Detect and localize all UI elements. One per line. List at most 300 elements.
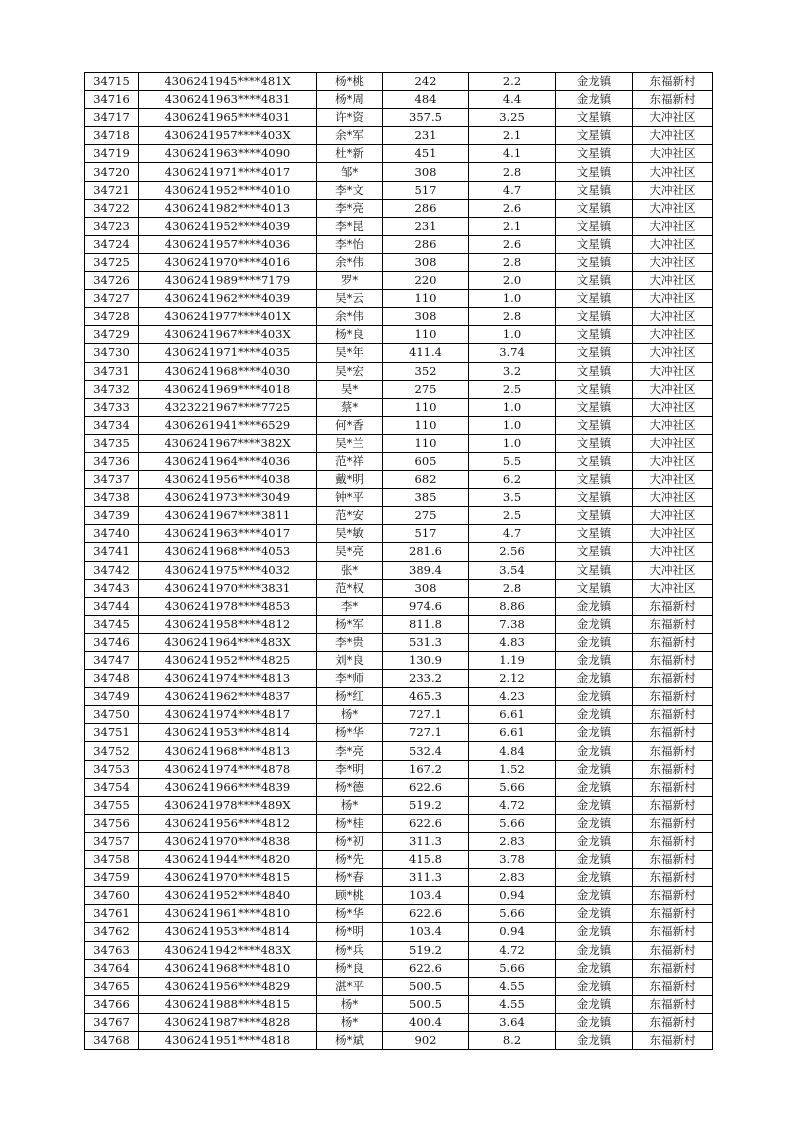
id-number-cell: 4306241982****4013 bbox=[139, 199, 317, 217]
amount-cell: 451 bbox=[383, 145, 469, 163]
quantity-cell: 3.78 bbox=[469, 851, 556, 869]
amount-cell: 389.4 bbox=[383, 561, 469, 579]
person-name-cell: 张* bbox=[317, 561, 383, 579]
quantity-cell: 1.0 bbox=[469, 434, 556, 452]
id-number-cell: 4306241957****403X bbox=[139, 127, 317, 145]
row-number-cell: 34758 bbox=[85, 851, 139, 869]
id-number-cell: 4306241952****4039 bbox=[139, 217, 317, 235]
person-name-cell: 吴*兰 bbox=[317, 434, 383, 452]
id-number-cell: 4306241967****382X bbox=[139, 434, 317, 452]
amount-cell: 130.9 bbox=[383, 652, 469, 670]
amount-cell: 532.4 bbox=[383, 742, 469, 760]
row-number-cell: 34719 bbox=[85, 145, 139, 163]
amount-cell: 103.4 bbox=[383, 923, 469, 941]
person-name-cell: 杨*红 bbox=[317, 688, 383, 706]
village-cell: 东福新村 bbox=[633, 832, 713, 850]
person-name-cell: 何*香 bbox=[317, 416, 383, 434]
id-number-cell: 4306241974****4813 bbox=[139, 670, 317, 688]
village-cell: 东福新村 bbox=[633, 941, 713, 959]
person-name-cell: 许*资 bbox=[317, 109, 383, 127]
amount-cell: 385 bbox=[383, 489, 469, 507]
quantity-cell: 2.8 bbox=[469, 579, 556, 597]
table-row bbox=[85, 109, 713, 127]
person-name-cell: 杨*良 bbox=[317, 959, 383, 977]
village-cell: 大冲社区 bbox=[633, 272, 713, 290]
quantity-cell: 2.83 bbox=[469, 832, 556, 850]
id-number-cell: 4306241953****4814 bbox=[139, 724, 317, 742]
row-number-cell: 34737 bbox=[85, 471, 139, 489]
village-cell: 大冲社区 bbox=[633, 489, 713, 507]
person-name-cell: 余*伟 bbox=[317, 253, 383, 271]
quantity-cell: 1.0 bbox=[469, 398, 556, 416]
village-cell: 东福新村 bbox=[633, 73, 713, 91]
village-cell: 东福新村 bbox=[633, 905, 713, 923]
table-row bbox=[85, 597, 713, 615]
town-cell: 文星镇 bbox=[556, 362, 633, 380]
table-row bbox=[85, 579, 713, 597]
person-name-cell: 吴*亮 bbox=[317, 543, 383, 561]
amount-cell: 311.3 bbox=[383, 869, 469, 887]
id-number-cell: 4306241975****4032 bbox=[139, 561, 317, 579]
village-cell: 大冲社区 bbox=[633, 163, 713, 181]
row-number-cell: 34757 bbox=[85, 832, 139, 850]
person-name-cell: 杨*华 bbox=[317, 724, 383, 742]
person-name-cell: 余*伟 bbox=[317, 308, 383, 326]
person-name-cell: 杨*华 bbox=[317, 905, 383, 923]
amount-cell: 811.8 bbox=[383, 615, 469, 633]
person-name-cell: 戴*明 bbox=[317, 471, 383, 489]
amount-cell: 110 bbox=[383, 416, 469, 434]
amount-cell: 622.6 bbox=[383, 814, 469, 832]
village-cell: 大冲社区 bbox=[633, 398, 713, 416]
amount-cell: 517 bbox=[383, 181, 469, 199]
row-number-cell: 34717 bbox=[85, 109, 139, 127]
town-cell: 文星镇 bbox=[556, 525, 633, 543]
records-table bbox=[84, 72, 713, 1050]
row-number-cell: 34756 bbox=[85, 814, 139, 832]
table-row bbox=[85, 362, 713, 380]
town-cell: 文星镇 bbox=[556, 199, 633, 217]
id-number-cell: 4306241964****483X bbox=[139, 633, 317, 651]
town-cell: 金龙镇 bbox=[556, 959, 633, 977]
row-number-cell: 34736 bbox=[85, 452, 139, 470]
table-row bbox=[85, 199, 713, 217]
amount-cell: 242 bbox=[383, 73, 469, 91]
quantity-cell: 5.66 bbox=[469, 905, 556, 923]
quantity-cell: 3.64 bbox=[469, 1013, 556, 1031]
village-cell: 东福新村 bbox=[633, 1013, 713, 1031]
village-cell: 大冲社区 bbox=[633, 217, 713, 235]
quantity-cell: 3.2 bbox=[469, 362, 556, 380]
row-number-cell: 34755 bbox=[85, 796, 139, 814]
quantity-cell: 5.66 bbox=[469, 814, 556, 832]
id-number-cell: 4306241978****4853 bbox=[139, 597, 317, 615]
table-row bbox=[85, 706, 713, 724]
person-name-cell: 顾*桃 bbox=[317, 887, 383, 905]
table-row bbox=[85, 471, 713, 489]
village-cell: 东福新村 bbox=[633, 869, 713, 887]
amount-cell: 605 bbox=[383, 452, 469, 470]
id-number-cell: 4306241977****401X bbox=[139, 308, 317, 326]
village-cell: 东福新村 bbox=[633, 923, 713, 941]
amount-cell: 275 bbox=[383, 380, 469, 398]
village-cell: 东福新村 bbox=[633, 670, 713, 688]
table-row bbox=[85, 217, 713, 235]
town-cell: 金龙镇 bbox=[556, 869, 633, 887]
row-number-cell: 34768 bbox=[85, 1031, 139, 1049]
amount-cell: 400.4 bbox=[383, 1013, 469, 1031]
amount-cell: 622.6 bbox=[383, 905, 469, 923]
id-number-cell: 4306241987****4828 bbox=[139, 1013, 317, 1031]
row-number-cell: 34765 bbox=[85, 977, 139, 995]
row-number-cell: 34743 bbox=[85, 579, 139, 597]
row-number-cell: 34745 bbox=[85, 615, 139, 633]
row-number-cell: 34766 bbox=[85, 995, 139, 1013]
town-cell: 文星镇 bbox=[556, 235, 633, 253]
row-number-cell: 34751 bbox=[85, 724, 139, 742]
amount-cell: 352 bbox=[383, 362, 469, 380]
town-cell: 金龙镇 bbox=[556, 724, 633, 742]
town-cell: 文星镇 bbox=[556, 344, 633, 362]
amount-cell: 622.6 bbox=[383, 959, 469, 977]
table-row bbox=[85, 615, 713, 633]
table-row bbox=[85, 416, 713, 434]
quantity-cell: 2.8 bbox=[469, 163, 556, 181]
town-cell: 金龙镇 bbox=[556, 670, 633, 688]
village-cell: 东福新村 bbox=[633, 91, 713, 109]
amount-cell: 902 bbox=[383, 1031, 469, 1049]
row-number-cell: 34715 bbox=[85, 73, 139, 91]
town-cell: 金龙镇 bbox=[556, 633, 633, 651]
table-row bbox=[85, 977, 713, 995]
row-number-cell: 34735 bbox=[85, 434, 139, 452]
row-number-cell: 34754 bbox=[85, 778, 139, 796]
quantity-cell: 2.5 bbox=[469, 507, 556, 525]
quantity-cell: 6.61 bbox=[469, 724, 556, 742]
town-cell: 金龙镇 bbox=[556, 706, 633, 724]
village-cell: 东福新村 bbox=[633, 959, 713, 977]
id-number-cell: 4306241963****4831 bbox=[139, 91, 317, 109]
table-row bbox=[85, 688, 713, 706]
row-number-cell: 34747 bbox=[85, 652, 139, 670]
village-cell: 东福新村 bbox=[633, 995, 713, 1013]
amount-cell: 308 bbox=[383, 163, 469, 181]
town-cell: 文星镇 bbox=[556, 398, 633, 416]
table-row bbox=[85, 326, 713, 344]
id-number-cell: 4306241978****489X bbox=[139, 796, 317, 814]
town-cell: 金龙镇 bbox=[556, 91, 633, 109]
id-number-cell: 4306241970****4815 bbox=[139, 869, 317, 887]
amount-cell: 484 bbox=[383, 91, 469, 109]
village-cell: 东福新村 bbox=[633, 688, 713, 706]
quantity-cell: 2.8 bbox=[469, 253, 556, 271]
table-row bbox=[85, 832, 713, 850]
town-cell: 文星镇 bbox=[556, 434, 633, 452]
amount-cell: 281.6 bbox=[383, 543, 469, 561]
table-row bbox=[85, 887, 713, 905]
quantity-cell: 4.7 bbox=[469, 181, 556, 199]
village-cell: 大冲社区 bbox=[633, 507, 713, 525]
amount-cell: 519.2 bbox=[383, 941, 469, 959]
town-cell: 金龙镇 bbox=[556, 977, 633, 995]
id-number-cell: 4306241974****4878 bbox=[139, 760, 317, 778]
village-cell: 东福新村 bbox=[633, 652, 713, 670]
id-number-cell: 4306241963****4090 bbox=[139, 145, 317, 163]
row-number-cell: 34739 bbox=[85, 507, 139, 525]
town-cell: 金龙镇 bbox=[556, 688, 633, 706]
town-cell: 金龙镇 bbox=[556, 995, 633, 1013]
person-name-cell: 杨*军 bbox=[317, 615, 383, 633]
town-cell: 文星镇 bbox=[556, 308, 633, 326]
table-row bbox=[85, 869, 713, 887]
town-cell: 金龙镇 bbox=[556, 73, 633, 91]
person-name-cell: 杨* bbox=[317, 995, 383, 1013]
row-number-cell: 34767 bbox=[85, 1013, 139, 1031]
quantity-cell: 3.5 bbox=[469, 489, 556, 507]
table-row bbox=[85, 434, 713, 452]
village-cell: 大冲社区 bbox=[633, 543, 713, 561]
table-row bbox=[85, 995, 713, 1013]
person-name-cell: 杨* bbox=[317, 706, 383, 724]
person-name-cell: 杨*先 bbox=[317, 851, 383, 869]
amount-cell: 727.1 bbox=[383, 724, 469, 742]
id-number-cell: 4306241970****4838 bbox=[139, 832, 317, 850]
town-cell: 金龙镇 bbox=[556, 905, 633, 923]
row-number-cell: 34753 bbox=[85, 760, 139, 778]
quantity-cell: 3.74 bbox=[469, 344, 556, 362]
town-cell: 文星镇 bbox=[556, 181, 633, 199]
quantity-cell: 1.0 bbox=[469, 416, 556, 434]
row-number-cell: 34732 bbox=[85, 380, 139, 398]
person-name-cell: 余*军 bbox=[317, 127, 383, 145]
person-name-cell: 李*明 bbox=[317, 760, 383, 778]
amount-cell: 220 bbox=[383, 272, 469, 290]
table-row bbox=[85, 959, 713, 977]
id-number-cell: 4306241958****4812 bbox=[139, 615, 317, 633]
amount-cell: 167.2 bbox=[383, 760, 469, 778]
town-cell: 金龙镇 bbox=[556, 778, 633, 796]
quantity-cell: 4.83 bbox=[469, 633, 556, 651]
id-number-cell: 4306241968****4030 bbox=[139, 362, 317, 380]
id-number-cell: 4306241952****4825 bbox=[139, 652, 317, 670]
id-number-cell: 4306261941****6529 bbox=[139, 416, 317, 434]
town-cell: 文星镇 bbox=[556, 380, 633, 398]
row-number-cell: 34729 bbox=[85, 326, 139, 344]
quantity-cell: 2.56 bbox=[469, 543, 556, 561]
id-number-cell: 4306241956****4812 bbox=[139, 814, 317, 832]
village-cell: 大冲社区 bbox=[633, 344, 713, 362]
person-name-cell: 邹* bbox=[317, 163, 383, 181]
person-name-cell: 杨*德 bbox=[317, 778, 383, 796]
amount-cell: 465.3 bbox=[383, 688, 469, 706]
row-number-cell: 34734 bbox=[85, 416, 139, 434]
id-number-cell: 4306241964****4036 bbox=[139, 452, 317, 470]
person-name-cell: 杨*桂 bbox=[317, 814, 383, 832]
table-row bbox=[85, 253, 713, 271]
id-number-cell: 4306241945****481X bbox=[139, 73, 317, 91]
row-number-cell: 34748 bbox=[85, 670, 139, 688]
town-cell: 文星镇 bbox=[556, 272, 633, 290]
person-name-cell: 杨* bbox=[317, 1013, 383, 1031]
person-name-cell: 刘*良 bbox=[317, 652, 383, 670]
quantity-cell: 6.61 bbox=[469, 706, 556, 724]
town-cell: 文星镇 bbox=[556, 579, 633, 597]
row-number-cell: 34741 bbox=[85, 543, 139, 561]
amount-cell: 974.6 bbox=[383, 597, 469, 615]
town-cell: 文星镇 bbox=[556, 290, 633, 308]
table-row bbox=[85, 163, 713, 181]
row-number-cell: 34742 bbox=[85, 561, 139, 579]
quantity-cell: 4.23 bbox=[469, 688, 556, 706]
id-number-cell: 4306241988****4815 bbox=[139, 995, 317, 1013]
village-cell: 东福新村 bbox=[633, 760, 713, 778]
row-number-cell: 34738 bbox=[85, 489, 139, 507]
table-row bbox=[85, 543, 713, 561]
amount-cell: 517 bbox=[383, 525, 469, 543]
quantity-cell: 2.0 bbox=[469, 272, 556, 290]
town-cell: 金龙镇 bbox=[556, 1013, 633, 1031]
amount-cell: 103.4 bbox=[383, 887, 469, 905]
id-number-cell: 4306241971****4035 bbox=[139, 344, 317, 362]
table-row bbox=[85, 272, 713, 290]
village-cell: 大冲社区 bbox=[633, 471, 713, 489]
id-number-cell: 4306241957****4036 bbox=[139, 235, 317, 253]
town-cell: 金龙镇 bbox=[556, 1031, 633, 1049]
row-number-cell: 34730 bbox=[85, 344, 139, 362]
town-cell: 文星镇 bbox=[556, 452, 633, 470]
amount-cell: 727.1 bbox=[383, 706, 469, 724]
row-number-cell: 34728 bbox=[85, 308, 139, 326]
table-row bbox=[85, 814, 713, 832]
town-cell: 文星镇 bbox=[556, 253, 633, 271]
amount-cell: 531.3 bbox=[383, 633, 469, 651]
village-cell: 大冲社区 bbox=[633, 326, 713, 344]
table-row bbox=[85, 796, 713, 814]
village-cell: 大冲社区 bbox=[633, 380, 713, 398]
quantity-cell: 2.12 bbox=[469, 670, 556, 688]
id-number-cell: 4306241952****4010 bbox=[139, 181, 317, 199]
town-cell: 金龙镇 bbox=[556, 887, 633, 905]
row-number-cell: 34718 bbox=[85, 127, 139, 145]
person-name-cell: 杨*良 bbox=[317, 326, 383, 344]
amount-cell: 411.4 bbox=[383, 344, 469, 362]
person-name-cell: 李*贵 bbox=[317, 633, 383, 651]
person-name-cell: 范*祥 bbox=[317, 452, 383, 470]
table-row bbox=[85, 652, 713, 670]
town-cell: 文星镇 bbox=[556, 145, 633, 163]
village-cell: 东福新村 bbox=[633, 615, 713, 633]
quantity-cell: 8.86 bbox=[469, 597, 556, 615]
amount-cell: 308 bbox=[383, 253, 469, 271]
id-number-cell: 4306241942****483X bbox=[139, 941, 317, 959]
amount-cell: 275 bbox=[383, 507, 469, 525]
town-cell: 金龙镇 bbox=[556, 832, 633, 850]
village-cell: 东福新村 bbox=[633, 742, 713, 760]
id-number-cell: 4306241953****4814 bbox=[139, 923, 317, 941]
quantity-cell: 4.4 bbox=[469, 91, 556, 109]
quantity-cell: 3.25 bbox=[469, 109, 556, 127]
quantity-cell: 5.66 bbox=[469, 959, 556, 977]
table-row bbox=[85, 941, 713, 959]
id-number-cell: 4306241967****403X bbox=[139, 326, 317, 344]
village-cell: 大冲社区 bbox=[633, 362, 713, 380]
amount-cell: 110 bbox=[383, 434, 469, 452]
row-number-cell: 34724 bbox=[85, 235, 139, 253]
town-cell: 金龙镇 bbox=[556, 796, 633, 814]
table-row bbox=[85, 851, 713, 869]
person-name-cell: 杜*新 bbox=[317, 145, 383, 163]
town-cell: 文星镇 bbox=[556, 561, 633, 579]
row-number-cell: 34750 bbox=[85, 706, 139, 724]
village-cell: 大冲社区 bbox=[633, 235, 713, 253]
id-number-cell: 4306241968****4053 bbox=[139, 543, 317, 561]
village-cell: 东福新村 bbox=[633, 796, 713, 814]
id-number-cell: 4306241974****4817 bbox=[139, 706, 317, 724]
town-cell: 文星镇 bbox=[556, 489, 633, 507]
person-name-cell: 吴*年 bbox=[317, 344, 383, 362]
amount-cell: 308 bbox=[383, 579, 469, 597]
amount-cell: 233.2 bbox=[383, 670, 469, 688]
amount-cell: 311.3 bbox=[383, 832, 469, 850]
person-name-cell: 李*怡 bbox=[317, 235, 383, 253]
id-number-cell: 4306241944****4820 bbox=[139, 851, 317, 869]
village-cell: 东福新村 bbox=[633, 778, 713, 796]
id-number-cell: 4306241966****4839 bbox=[139, 778, 317, 796]
village-cell: 大冲社区 bbox=[633, 145, 713, 163]
table-row bbox=[85, 561, 713, 579]
person-name-cell: 杨*兵 bbox=[317, 941, 383, 959]
id-number-cell: 4306241952****4840 bbox=[139, 887, 317, 905]
quantity-cell: 4.72 bbox=[469, 941, 556, 959]
village-cell: 大冲社区 bbox=[633, 452, 713, 470]
table-row bbox=[85, 1013, 713, 1031]
quantity-cell: 3.54 bbox=[469, 561, 556, 579]
town-cell: 金龙镇 bbox=[556, 760, 633, 778]
id-number-cell: 4306241967****3811 bbox=[139, 507, 317, 525]
table-row bbox=[85, 905, 713, 923]
town-cell: 文星镇 bbox=[556, 127, 633, 145]
id-number-cell: 4306241956****4829 bbox=[139, 977, 317, 995]
person-name-cell: 范*权 bbox=[317, 579, 383, 597]
amount-cell: 286 bbox=[383, 235, 469, 253]
table-row bbox=[85, 633, 713, 651]
quantity-cell: 7.38 bbox=[469, 615, 556, 633]
town-cell: 金龙镇 bbox=[556, 851, 633, 869]
amount-cell: 110 bbox=[383, 326, 469, 344]
village-cell: 大冲社区 bbox=[633, 308, 713, 326]
town-cell: 文星镇 bbox=[556, 217, 633, 235]
village-cell: 东福新村 bbox=[633, 887, 713, 905]
row-number-cell: 34762 bbox=[85, 923, 139, 941]
id-number-cell: 4306241971****4017 bbox=[139, 163, 317, 181]
table-row bbox=[85, 778, 713, 796]
row-number-cell: 34720 bbox=[85, 163, 139, 181]
person-name-cell: 罗* bbox=[317, 272, 383, 290]
quantity-cell: 8.2 bbox=[469, 1031, 556, 1049]
town-cell: 金龙镇 bbox=[556, 652, 633, 670]
person-name-cell: 吴*云 bbox=[317, 290, 383, 308]
quantity-cell: 1.0 bbox=[469, 290, 556, 308]
village-cell: 东福新村 bbox=[633, 597, 713, 615]
town-cell: 金龙镇 bbox=[556, 597, 633, 615]
village-cell: 大冲社区 bbox=[633, 290, 713, 308]
town-cell: 金龙镇 bbox=[556, 923, 633, 941]
table-row bbox=[85, 380, 713, 398]
person-name-cell: 李*昆 bbox=[317, 217, 383, 235]
id-number-cell: 4306241968****4813 bbox=[139, 742, 317, 760]
quantity-cell: 2.8 bbox=[469, 308, 556, 326]
row-number-cell: 34721 bbox=[85, 181, 139, 199]
